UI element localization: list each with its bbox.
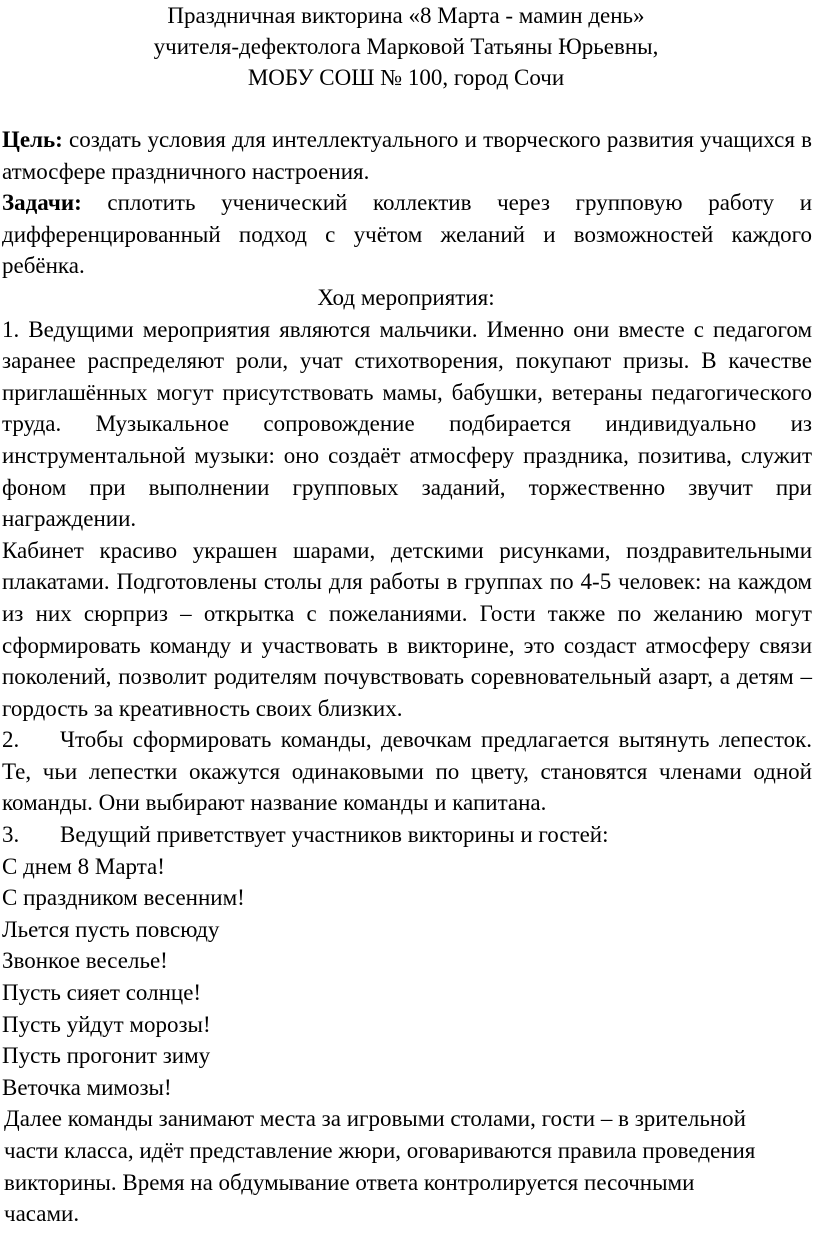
blank-line: [0, 93, 812, 124]
poem-line: Пусть прогонит зиму: [2, 1043, 211, 1069]
tasks-label: Задачи:: [2, 190, 82, 216]
header-title: Праздничная викторина «8 Марта - мамин день»: [167, 3, 645, 28]
poem: [0, 851, 812, 1104]
item-1-text: Ведущими мероприятия являются мальчики. Именно они вместе с педагогом заранее распределяют роли, учат стихотворения, покупают призы. В качестве приглашённых могут присутствовать мамы, бабушки, ветераны педагогического труда. Музыкальное сопровождение подбирается индивидуально из инструментальной музыки: оно создаёт атмосферу праздника, позитива, служит фоном при выполнении групповых заданий, торжественно звучит при награждении.: [2, 316, 812, 532]
item-3: [0, 819, 812, 851]
item-1: [0, 314, 812, 535]
final-line: части класса, идёт представление жюри, оговариваются правила проведения: [4, 1138, 756, 1163]
poem-line: Звонкое веселье!: [2, 948, 168, 974]
final-paragraph: [0, 1103, 812, 1229]
item-3-number: 3.: [2, 822, 20, 848]
item-2: [0, 724, 812, 819]
poem-line: С днем 8 Марта!: [2, 853, 165, 879]
poem-line: С праздником весенним!: [2, 885, 245, 911]
goal-paragraph: [0, 124, 812, 187]
final-line: Далее команды занимают места за игровыми столами, гости – в зрительной: [4, 1106, 746, 1132]
tasks-paragraph: [0, 187, 812, 282]
final-line: часами.: [4, 1201, 80, 1227]
header-school: МОБУ СОШ № 100, город Сочи: [247, 65, 565, 90]
poem-line: Веточка мимозы!: [2, 1074, 172, 1100]
goal-text: создать условия для интеллектуального и творческого развития учащихся в атмосфере праздничного настроения.: [2, 127, 812, 184]
item-3-text: Ведущий приветствует участников викторины и гостей:: [60, 822, 609, 848]
goal-label: Цель:: [2, 127, 63, 152]
poem-line: Пусть уйдут морозы!: [2, 1011, 211, 1037]
cabinet-paragraph: Кабинет красиво украшен шарами, детскими рисунками, поздравительными плакатами. Подготовлены столы для работы в группах по 4-5 человек: на каждом из них сюрприз – открытка с пожеланиями. Гости также по желанию могут сформировать команду и участвовать в викторине, это создаст атмосферу связи поколений, позволит родителям почувствовать соревновательный азарт, а детям – гордость за креативность своих близких.: [2, 537, 812, 721]
item-2-text: Чтобы сформировать команды, девочкам предлагается вытянуть лепесток. Те, чьи лепестки окажутся одинаковыми по цвету, становятся членами одной команды. Они выбирают название команды и капитана.: [2, 727, 812, 816]
header-author: учителя-дефектолога Марковой Татьяны Юрьевны,: [153, 34, 659, 59]
item-2-number: 2.: [2, 727, 20, 753]
poem-line: Льется пусть повсюду: [2, 916, 220, 942]
poem-line: Пусть сияет солнце!: [2, 980, 202, 1006]
section-title: Ход мероприятия:: [317, 284, 495, 310]
final-line: викторины. Время на обдумывание ответа контролируется песочными: [4, 1169, 695, 1195]
tasks-text: сплотить ученический коллектив через групповую работу и дифференцированный подход с учётом желаний и возможностей каждого ребёнка.: [2, 190, 812, 279]
item-1-number: 1.: [2, 316, 20, 342]
document-header: [0, 0, 812, 93]
